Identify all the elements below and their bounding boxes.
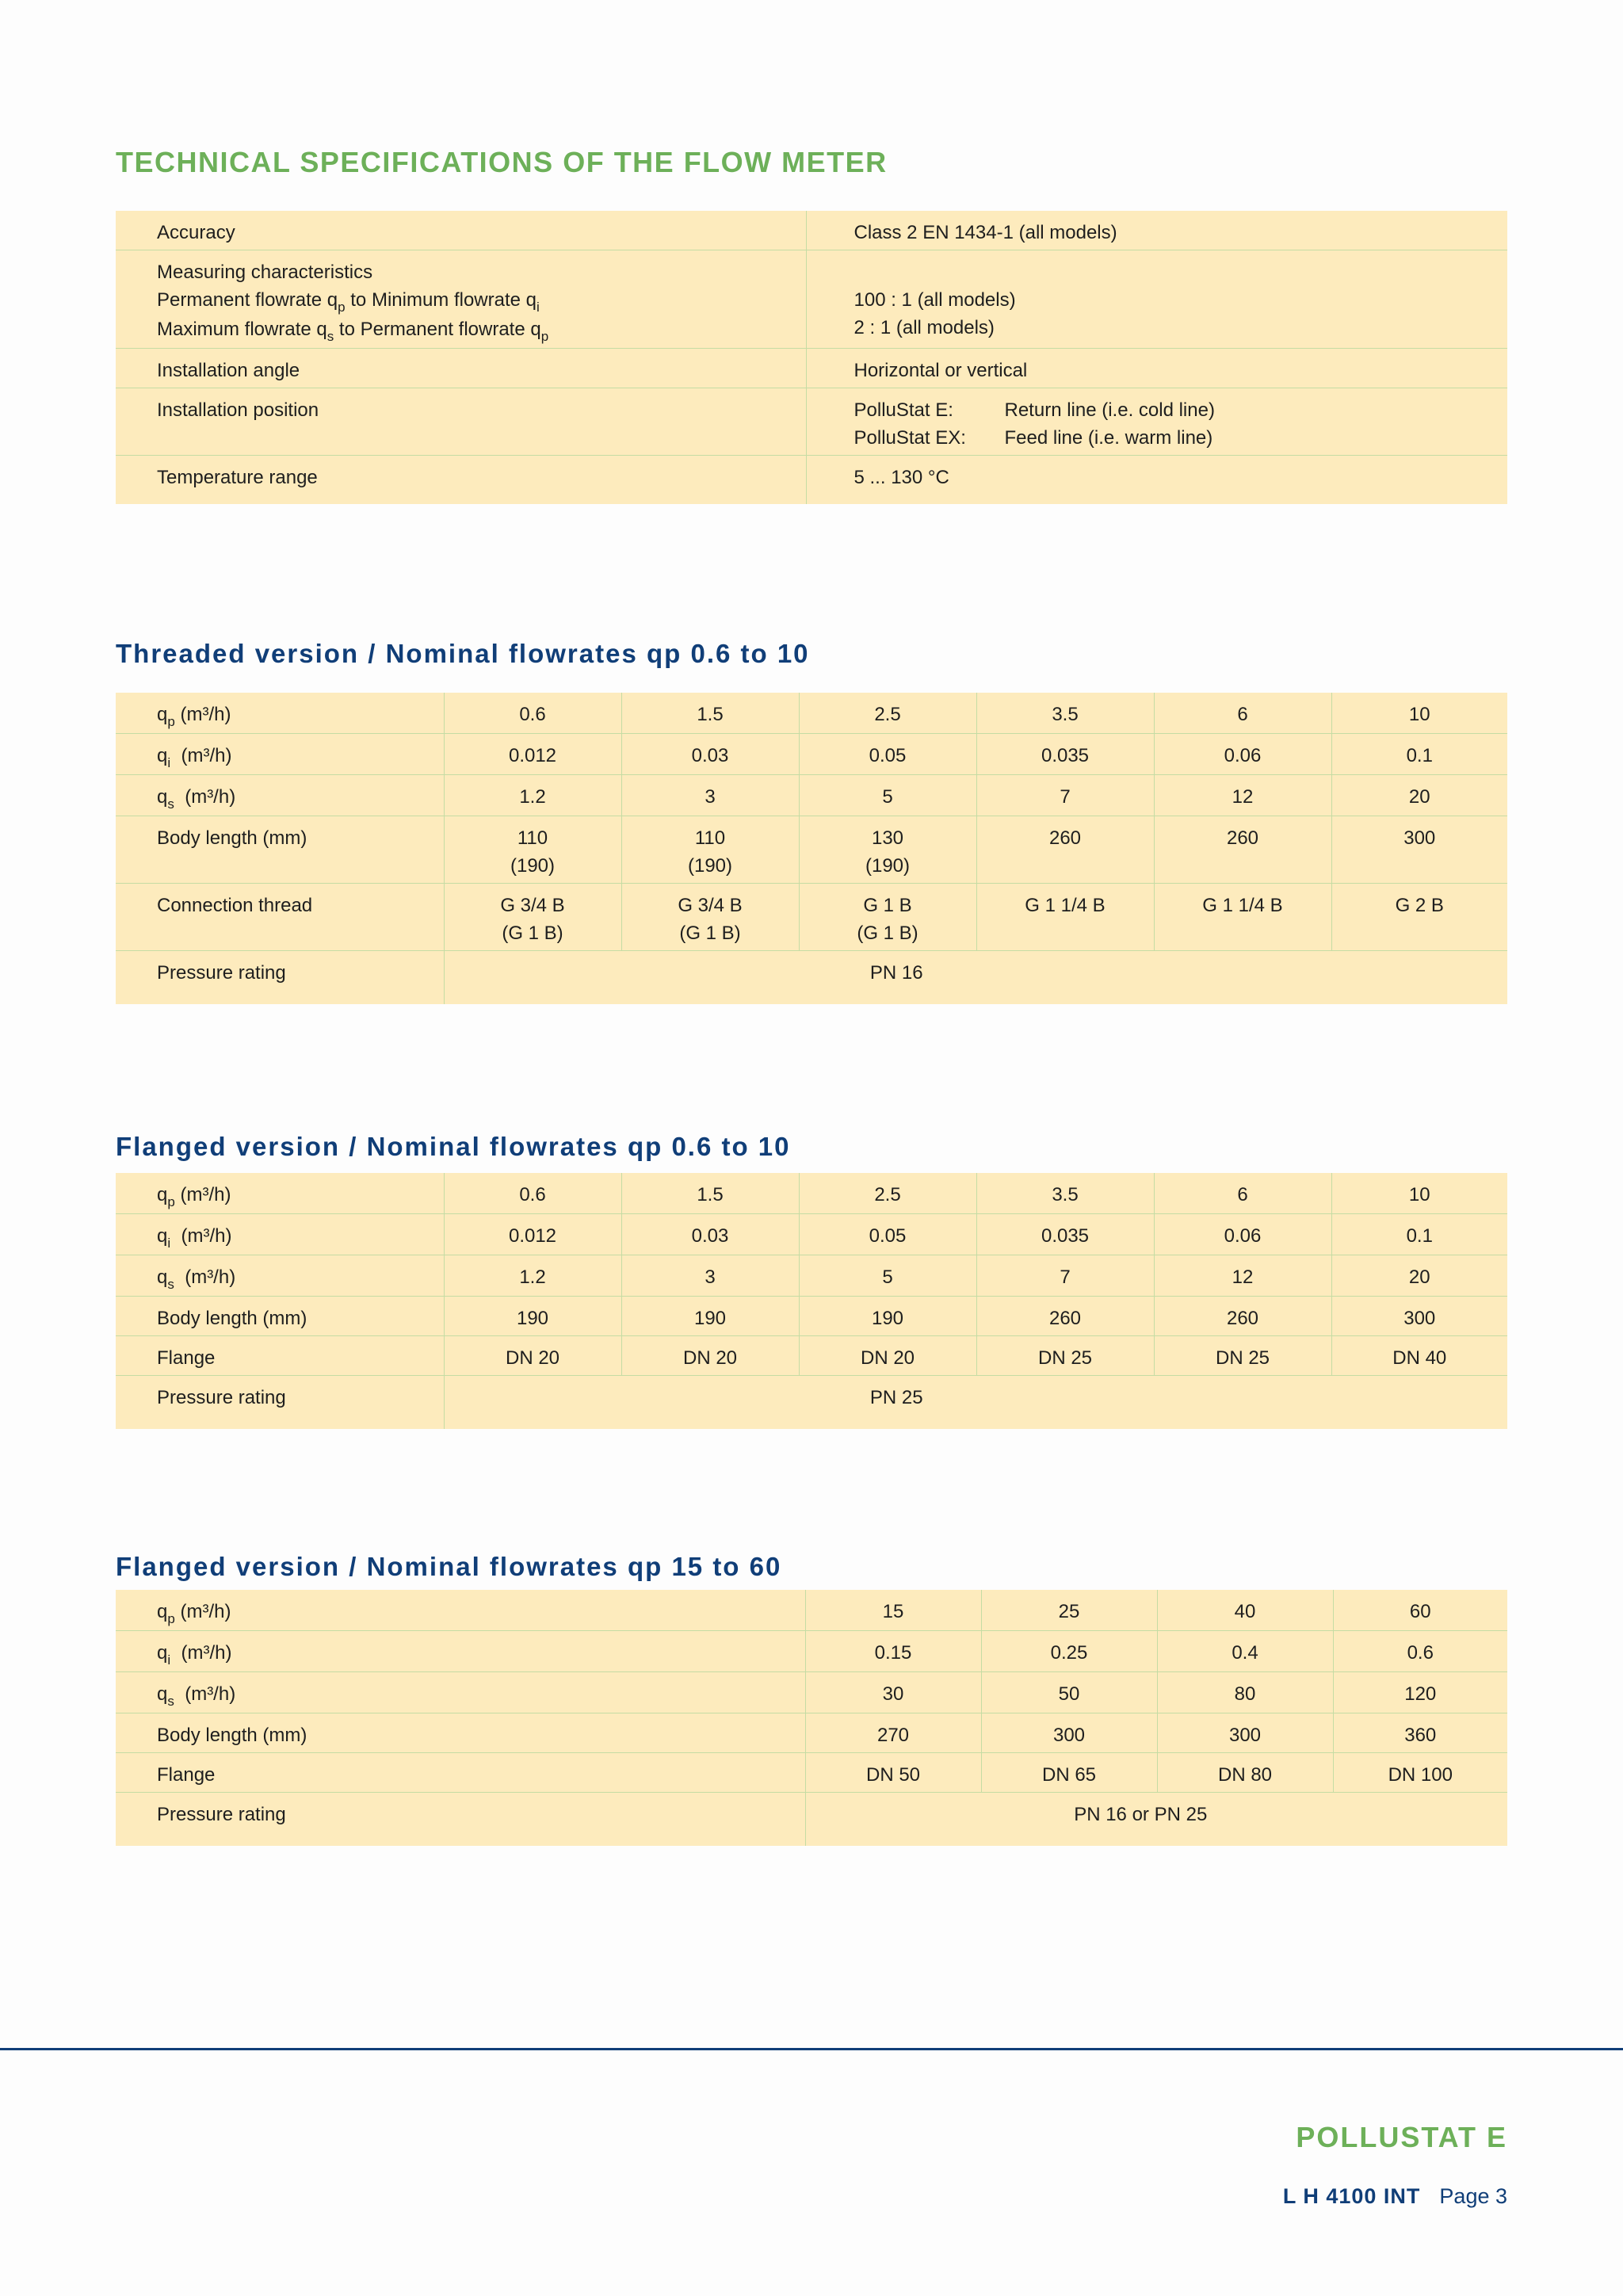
table-cell: 0.1 — [1331, 1214, 1507, 1255]
pressure-rating-value: PN 16 — [869, 962, 923, 984]
table-cell: 20 — [1331, 1255, 1507, 1297]
body-length-label: Body length (mm) — [116, 1713, 805, 1753]
flanged-large-body-row — [116, 1713, 1507, 1753]
page-number: Page 3 — [1439, 2184, 1507, 2208]
flanged-large-qs-row — [116, 1672, 1507, 1713]
table-cell: 30 — [805, 1672, 981, 1713]
table-cell: 3.5 — [976, 1173, 1154, 1214]
tech-spec-title: TECHNICAL SPECIFICATIONS OF THE FLOW METER — [116, 146, 888, 178]
table-cell: 6 — [1154, 693, 1331, 734]
threaded-thread-row — [116, 884, 1507, 951]
position-e-name: PolluStat E: — [854, 399, 953, 421]
table-cell: 0.05 — [799, 734, 976, 775]
table-cell: 300 — [981, 1713, 1157, 1753]
table-cell: 25 — [981, 1590, 1157, 1631]
table-cell: 5 — [799, 1255, 976, 1297]
threaded-table — [116, 693, 1507, 1004]
qp-label: $q_p$ (m³/h) — [116, 1173, 444, 1214]
position-e-value: Return line (i.e. cold line) — [1004, 399, 1215, 421]
permanent-ratio-label: Permanent flowrate $q_p$ to Minimum flowrate $q_i$ — [157, 289, 540, 315]
table-cell: 300 — [1331, 816, 1507, 884]
table-cell: 2.5 — [799, 693, 976, 734]
connection-thread-label: Connection thread — [116, 884, 444, 951]
flanged-small-table — [116, 1173, 1507, 1429]
brand-name: POLLUSTAT E — [1296, 2121, 1507, 2153]
table-cell: 80 — [1157, 1672, 1333, 1713]
document-code: L H 4100 INT — [1282, 2184, 1421, 2208]
table-cell: 10 — [1331, 693, 1507, 734]
table-cell: 110 (190) — [621, 816, 799, 884]
table-cell: 12 — [1154, 775, 1331, 816]
footer-divider — [0, 2048, 1623, 2050]
qs-label: $q_s$ (m³/h) — [116, 1672, 805, 1713]
measuring-row — [116, 250, 1507, 349]
table-cell: 300 — [1331, 1297, 1507, 1336]
table-cell: 7 — [976, 1255, 1154, 1297]
table-cell: 190 — [444, 1297, 621, 1336]
threaded-qi-row — [116, 734, 1507, 775]
flanged-small-qi-row — [116, 1214, 1507, 1255]
table-cell: 50 — [981, 1672, 1157, 1713]
threaded-qp-row — [116, 693, 1507, 734]
permanent-ratio-value: 100 : 1 (all models) — [854, 289, 1016, 311]
table-cell: DN 65 — [981, 1753, 1157, 1793]
table-cell: 260 — [976, 816, 1154, 884]
table-cell: 3 — [621, 1255, 799, 1297]
angle-row — [116, 349, 1507, 388]
accuracy-label: Accuracy — [116, 211, 806, 250]
angle-value: Horizontal or vertical — [806, 349, 1507, 388]
table-cell: 15 — [805, 1590, 981, 1631]
position-label: Installation position — [116, 388, 806, 456]
temperature-value: 5 ... 130 °C — [854, 467, 949, 488]
pressure-rating-label: Pressure rating — [116, 1376, 444, 1430]
accuracy-value: Class 2 EN 1434-1 (all models) — [806, 211, 1507, 250]
table-cell: 260 — [1154, 816, 1331, 884]
table-cell: 130 (190) — [799, 816, 976, 884]
flanged-small-flange-row — [116, 1336, 1507, 1376]
table-cell: 5 — [799, 775, 976, 816]
table-cell: 0.15 — [805, 1631, 981, 1672]
table-cell: 0.1 — [1331, 734, 1507, 775]
table-cell: 0.6 — [444, 693, 621, 734]
table-cell: G 3/4 B (G 1 B) — [621, 884, 799, 951]
table-cell: DN 100 — [1333, 1753, 1507, 1793]
table-cell: 0.6 — [1333, 1631, 1507, 1672]
table-cell: 0.06 — [1154, 734, 1331, 775]
qi-label: $q_i$ (m³/h) — [116, 1631, 805, 1672]
table-cell: 0.4 — [1157, 1631, 1333, 1672]
table-cell: 0.05 — [799, 1214, 976, 1255]
table-cell: 20 — [1331, 775, 1507, 816]
tech-spec-table — [116, 211, 1507, 504]
table-cell: 0.03 — [621, 734, 799, 775]
table-cell: 10 — [1331, 1173, 1507, 1214]
threaded-title: Threaded version / Nominal flowrates qp 0.6 to 10 — [116, 639, 810, 668]
table-cell: 0.6 — [444, 1173, 621, 1214]
position-row — [116, 388, 1507, 456]
threaded-body-row — [116, 816, 1507, 884]
table-cell: 120 — [1333, 1672, 1507, 1713]
temperature-row — [116, 456, 1507, 505]
pressure-rating-label: Pressure rating — [116, 1793, 805, 1847]
threaded-pressure-row — [116, 951, 1507, 1005]
table-cell: DN 25 — [1154, 1336, 1331, 1376]
table-cell: 0.06 — [1154, 1214, 1331, 1255]
flanged-large-pressure-row — [116, 1793, 1507, 1847]
table-cell: 2.5 — [799, 1173, 976, 1214]
table-cell: G 3/4 B (G 1 B) — [444, 884, 621, 951]
table-cell: 110 (190) — [444, 816, 621, 884]
pressure-rating-value: PN 16 or PN 25 — [1074, 1804, 1208, 1825]
pressure-rating-value: PN 25 — [869, 1387, 923, 1408]
flanged-large-qp-row — [116, 1590, 1507, 1631]
table-cell: 0.012 — [444, 734, 621, 775]
qs-label: $q_s$ (m³/h) — [116, 775, 444, 816]
table-cell: 1.5 — [621, 693, 799, 734]
qp-label: $q_p$ (m³/h) — [116, 1590, 805, 1631]
table-cell: 60 — [1333, 1590, 1507, 1631]
table-cell: 0.03 — [621, 1214, 799, 1255]
flanged-large-qi-row — [116, 1631, 1507, 1672]
temperature-label: Temperature range — [116, 456, 806, 505]
table-cell: DN 20 — [621, 1336, 799, 1376]
flanged-large-flange-row — [116, 1753, 1507, 1793]
table-cell: G 1 1/4 B — [976, 884, 1154, 951]
maximum-ratio-value: 2 : 1 (all models) — [854, 317, 995, 338]
table-cell: 0.25 — [981, 1631, 1157, 1672]
qs-label: $q_s$ (m³/h) — [116, 1255, 444, 1297]
table-cell: 300 — [1157, 1713, 1333, 1753]
table-cell: 1.2 — [444, 775, 621, 816]
measuring-label — [116, 250, 806, 349]
threaded-qs-row — [116, 775, 1507, 816]
table-cell: DN 40 — [1331, 1336, 1507, 1376]
table-cell: 0.035 — [976, 734, 1154, 775]
table-cell: 190 — [621, 1297, 799, 1336]
body-length-label: Body length (mm) — [116, 1297, 444, 1336]
flanged-small-pressure-row — [116, 1376, 1507, 1430]
table-cell: 12 — [1154, 1255, 1331, 1297]
flanged-large-title: Flanged version / Nominal flowrates qp 15 to 60 — [116, 1552, 782, 1581]
flange-label: Flange — [116, 1336, 444, 1376]
table-cell: 0.035 — [976, 1214, 1154, 1255]
table-cell: G 1 B (G 1 B) — [799, 884, 976, 951]
table-cell: 1.2 — [444, 1255, 621, 1297]
flange-label: Flange — [116, 1753, 805, 1793]
table-cell: 360 — [1333, 1713, 1507, 1753]
table-cell: 260 — [976, 1297, 1154, 1336]
angle-label: Installation angle — [116, 349, 806, 388]
table-cell: 6 — [1154, 1173, 1331, 1214]
qp-label: $q_p$ (m³/h) — [116, 693, 444, 734]
table-cell: G 1 1/4 B — [1154, 884, 1331, 951]
table-cell: 260 — [1154, 1297, 1331, 1336]
table-cell: DN 20 — [444, 1336, 621, 1376]
measuring-title: Measuring characteristics — [157, 262, 373, 283]
maximum-ratio-label: Maximum flowrate $q_s$ to Permanent flowrate $q_p$ — [157, 319, 549, 344]
flanged-small-qp-row — [116, 1173, 1507, 1214]
table-cell: 7 — [976, 775, 1154, 816]
table-cell: DN 20 — [799, 1336, 976, 1376]
table-cell: 1.5 — [621, 1173, 799, 1214]
flanged-large-table — [116, 1590, 1507, 1846]
body-length-label: Body length (mm) — [116, 816, 444, 884]
table-cell: 3 — [621, 775, 799, 816]
flanged-small-title: Flanged version / Nominal flowrates qp 0.6 to 10 — [116, 1132, 791, 1161]
qi-label: $q_i$ (m³/h) — [116, 734, 444, 775]
pressure-rating-label: Pressure rating — [116, 951, 444, 1005]
table-cell: DN 50 — [805, 1753, 981, 1793]
position-ex-value: Feed line (i.e. warm line) — [1004, 427, 1213, 449]
table-cell: 40 — [1157, 1590, 1333, 1631]
table-cell: DN 25 — [976, 1336, 1154, 1376]
table-cell: 3.5 — [976, 693, 1154, 734]
table-cell: 190 — [799, 1297, 976, 1336]
qi-label: $q_i$ (m³/h) — [116, 1214, 444, 1255]
table-cell: DN 80 — [1157, 1753, 1333, 1793]
flanged-small-qs-row — [116, 1255, 1507, 1297]
flanged-small-body-row — [116, 1297, 1507, 1336]
table-cell: 0.012 — [444, 1214, 621, 1255]
position-values — [806, 388, 1507, 456]
accuracy-row — [116, 211, 1507, 250]
table-cell: G 2 B — [1331, 884, 1507, 951]
position-ex-name: PolluStat EX: — [854, 427, 966, 449]
measuring-values — [806, 250, 1507, 349]
table-cell: 270 — [805, 1713, 981, 1753]
footer-page-info — [1283, 2184, 1507, 2209]
